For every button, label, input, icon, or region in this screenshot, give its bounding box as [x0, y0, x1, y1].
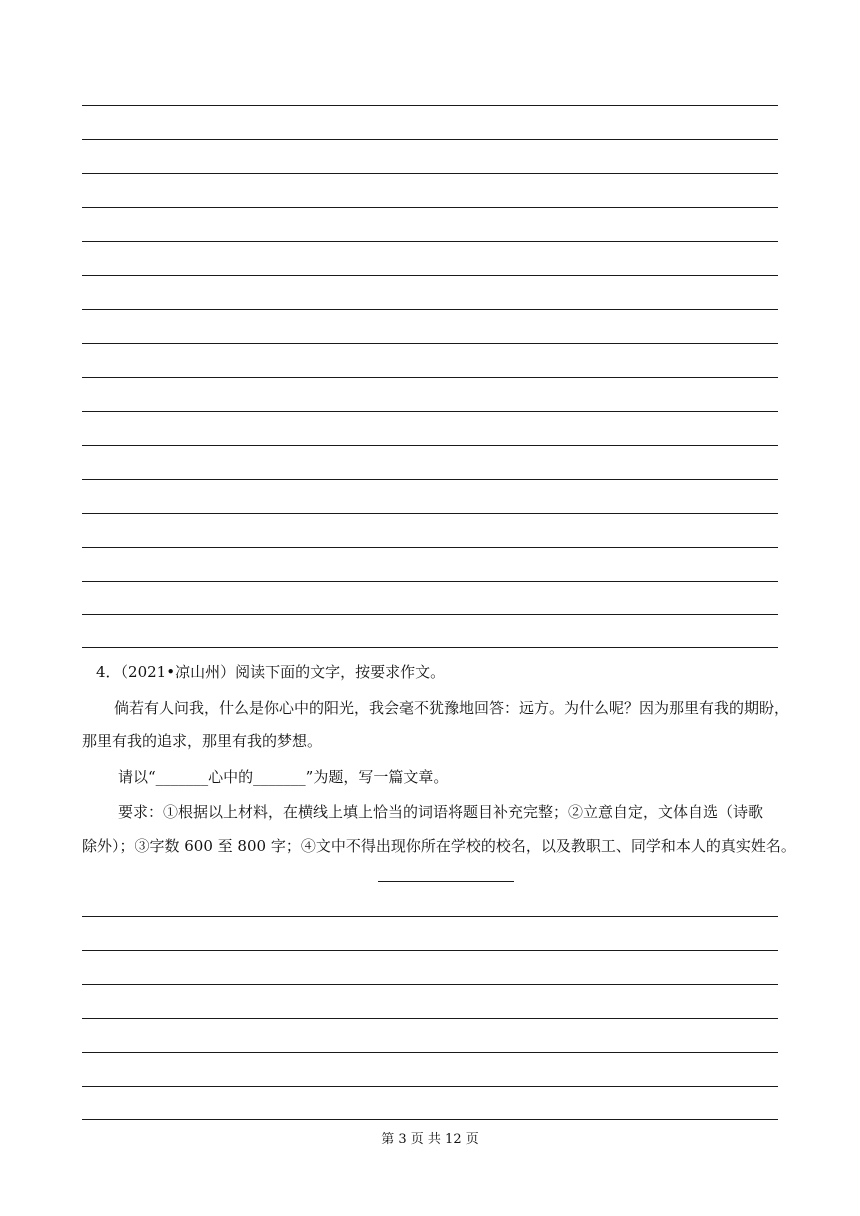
page-number-label: 第 3 页 共 12 页 [381, 1132, 479, 1147]
writing-line [82, 377, 778, 378]
writing-line [82, 139, 778, 140]
material-text-line1: 倘若有人问我，什么是你心中的阳光，我会毫不犹豫地回答：远方。为什么呢？因为那里有我的期盼， [114, 699, 790, 717]
writing-line [82, 105, 778, 106]
writing-line [82, 984, 778, 985]
essay-prompt: 请以“_______心中的_______”为题，写一篇文章。 [118, 768, 449, 786]
writing-line [82, 411, 778, 412]
writing-line [82, 275, 778, 276]
requirements-line2: 除外）；③字数 600 至 800 字；④文中不得出现你所在学校的校名，以及教职工、同学和本人的真实姓名。 [82, 837, 796, 855]
writing-line [82, 647, 778, 648]
writing-line [82, 1119, 778, 1120]
writing-line [82, 916, 778, 917]
writing-line [82, 173, 778, 174]
writing-line [82, 343, 778, 344]
requirements-line1: 要求：①根据以上材料，在横线上填上恰当的词语将题目补充完整；②立意自定，文体自选（诗歌 [118, 803, 764, 821]
writing-line [82, 1052, 778, 1053]
writing-line [82, 445, 778, 446]
writing-line [82, 207, 778, 208]
writing-line [82, 581, 778, 582]
writing-line [82, 1018, 778, 1019]
title-blank-line[interactable] [378, 881, 514, 882]
writing-line [82, 241, 778, 242]
writing-line [82, 513, 778, 514]
writing-line [82, 547, 778, 548]
writing-line [82, 1086, 778, 1087]
page-footer [0, 1128, 860, 1147]
writing-line [82, 614, 778, 615]
writing-line [82, 309, 778, 310]
material-text-line2: 那里有我的追求，那里有我的梦想。 [82, 732, 323, 750]
writing-line [82, 479, 778, 480]
writing-line [82, 950, 778, 951]
question-header: 4．（2021•凉山州）阅读下面的文字，按要求作文。 [96, 663, 446, 681]
